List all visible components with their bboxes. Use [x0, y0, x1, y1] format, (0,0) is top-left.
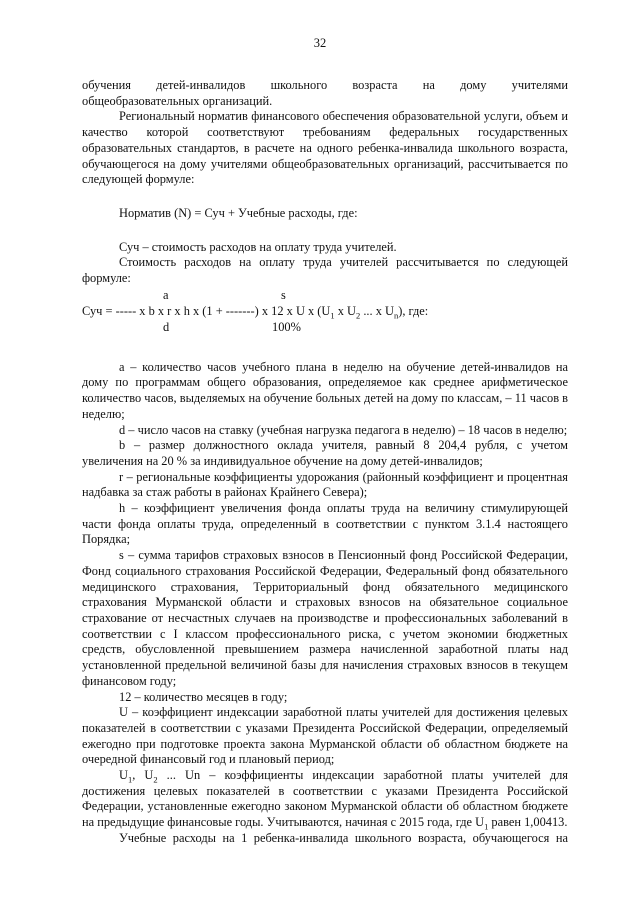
paragraph-continuation-end: общеобразовательных организаций. — [82, 93, 273, 108]
formula-salary-cost — [82, 288, 568, 336]
paragraph-regional-norm: Региональный норматив финансового обеспечения образовательной услуги, объем и качество которой соответствуют требованиям федеральных государственных образовательных стандартов, в расчете на одного ребенка-инвалида школьного возраста, обучающегося на дому учителями общеобразовательных организаций, рассчитывается по следующей формуле: — [82, 109, 568, 187]
formula-denominator-d: d — [163, 319, 170, 334]
document-body — [82, 78, 568, 847]
definition-a: а – количество часов учебного плана в неделю на обучение детей-инвалидов на дому по программам общего образования, определяемое как среднее арифметическое количество часов, выделяемых на обучение больных детей на дому по классам, – 11 часов в неделю; — [82, 359, 568, 421]
paragraph-study-expenses: Учебные расходы на 1 ребенка-инвалида школьного возраста, обучающегося на — [119, 830, 568, 845]
definition-b: b – размер должностного оклада учителя, равный 8 204,4 рубля, с учетом увеличения на 20 % за индивидуальное обучение на дому детей-инвалидов; — [82, 438, 568, 468]
definition-s: s – сумма тарифов страховых взносов в Пенсионный фонд Российской Федерации, Фонд социального страхования Российской Федерации, Федеральный фонд обязательного медицинского страхования, Территориальный фонд обязательного медицинского страхования Мурманской области и страховых взносов на обязательное социальное страхование от несчастных случаев на производстве и профессиональных заболеваний в соответствии с I классом профессионального риска, с учетом экономии бюджетных средств, обусловленной превышением размера начисленной заработной платы над установленной предельной величиной базы для начисления страховых взносов в текущем финансовом году; — [82, 548, 568, 688]
definition-12: 12 – количество месяцев в году; — [119, 689, 288, 704]
definition-U-indexes: $U_1$, $U_2$ ... Un – коэффициенты индексации заработной платы учителей для достижения целевых показателей в соответствии с указами Президента Российской Федерации, установленные ежегодно законом Мурманской области об областном бюджете на предыдущие финансовые годы. Учитываются, начиная с 2015 года, где $U_1$ равен 1,00413. — [82, 768, 569, 832]
paragraph-cost-formula-intro: Стоимость расходов на оплату труда учителей рассчитывается по следующей формуле: — [82, 255, 568, 286]
definition-r: r – региональные коэффициенты удорожания (районный коэффициент и процентная надбавка за стаж работы в районах Крайнего Севера); — [82, 469, 568, 500]
paragraph-cost-definition: Суч – стоимость расходов на оплату труда учителей. — [119, 239, 397, 254]
formula-denominator-percent: 100% — [272, 319, 301, 334]
definition-U: U – коэффициент индексации заработной платы учителей для достижения целевых показателей в соответствии с указами Президента Российской Федерации, определяемый ежегодно при подготовке проекта закона Мурманской области об областном бюджете на очередной финансовый год и плановый период; — [82, 705, 568, 767]
formula-numerator-s: s — [281, 287, 286, 302]
definition-d: d – число часов на ставку (учебная нагрузка педагога в неделю) – 18 часов в неделю; — [119, 422, 568, 437]
definition-h: h – коэффициент увеличения фонда оплаты труда на величину стимулирующей части фонда оплаты труда, определенный в соответствии с пунктом 3.1.4 настоящего Порядка; — [82, 501, 568, 547]
formula-numerator-a: a — [163, 287, 169, 302]
formula-main-line: Суч = ----- x b x r x h x (1 + -------) x 12 x U x ($U_1$ x $U_2$ ... x $U_n$), где: — [82, 303, 429, 321]
formula-normative: Норматив (N) = Суч + Учебные расходы, где: — [119, 205, 358, 220]
page-number: 32 — [313, 36, 327, 50]
paragraph-continuation: обучения детей-инвалидов школьного возраста на дому учителями — [82, 78, 568, 92]
